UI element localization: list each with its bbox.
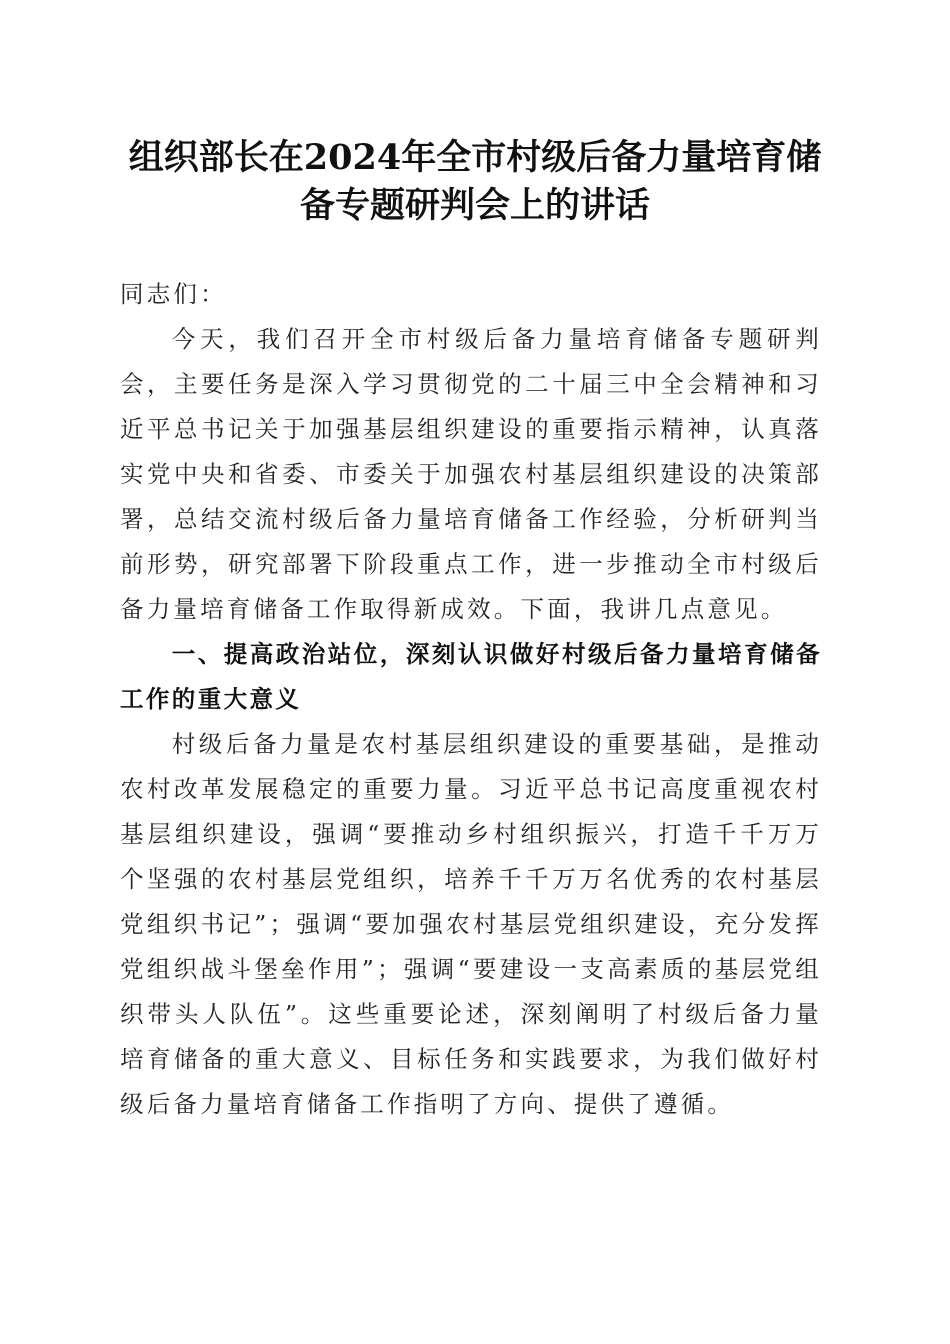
paragraph-significance: 村级后备力量是农村基层组织建设的重要基础，是推动农村改革发展稳定的重要力量。习近平总书记高度重视农村基层组织建设，强调“要推动乡村组织振兴，打造千千万万个坚强的农村基层党组织，培养千千万万名优秀的农村基层党组织书记”；强调“要加强农村基层党组织建设，充分发挥党组织战斗堡垒作用”；强调“要建设一支高素质的基层党组织带头人队伍”。这些重要论述，深刻阐明了村级后备力量培育储备的重大意义、目标任务和实践要求，为我们做好村级后备力量培育储备工作指明了方向、提供了遵循。: [120, 730, 822, 1118]
document-body: [120, 272, 822, 1127]
paragraph-intro: 今天，我们召开全市村级后备力量培育储备专题研判会，主要任务是深入学习贯彻党的二十届三中全会精神和习近平总书记关于加强基层组织建设的重要指示精神，认真落实党中央和省委、市委关于加强农村基层组织建设的决策部署，总结交流村级后备力量培育储备工作经验，分析研判当前形势，研究部署下阶段重点工作，进一步推动全市村级后备力量培育储备工作取得新成效。下面，我讲几点意见。: [120, 325, 822, 623]
document-title-line-2: 备专题研判会上的讲话: [299, 185, 650, 226]
section-heading-1: 一、提高政治站位，深刻认识做好村级后备力量培育储备工作的重大意义: [120, 640, 822, 713]
document-title-line-1: 组织部长在2024年全市村级后备力量培育储: [128, 137, 822, 178]
document-title: [100, 134, 850, 230]
salutation: 同志们：: [120, 280, 227, 308]
